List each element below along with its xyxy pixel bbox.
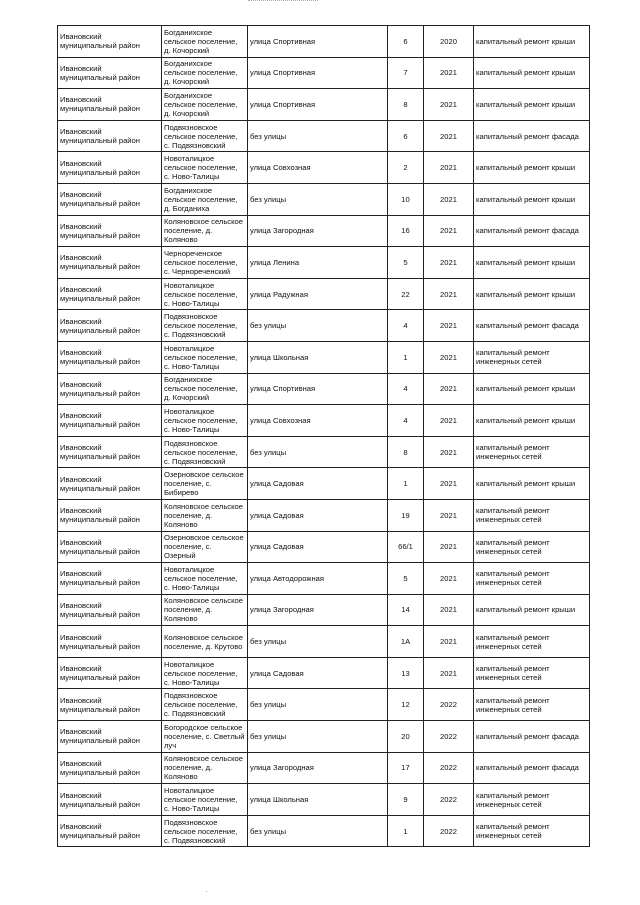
year-cell: 2021 [424, 89, 474, 121]
work-type-cell: капитальный ремонт инженерных сетей [474, 784, 590, 816]
year-cell: 2022 [424, 752, 474, 784]
table-row [58, 436, 590, 468]
table-row [58, 689, 590, 721]
district-cell: Ивановский муниципальный район [58, 310, 162, 342]
district-cell: Ивановский муниципальный район [58, 183, 162, 215]
street-cell: улица Ленина [248, 247, 388, 279]
house-number-cell: 10 [388, 183, 424, 215]
street-cell: улица Спортивная [248, 89, 388, 121]
work-type-cell: капитальный ремонт крыши [474, 152, 590, 184]
district-cell: Ивановский муниципальный район [58, 89, 162, 121]
street-cell: улица Загородная [248, 215, 388, 247]
settlement-cell: Богданихское сельское поселение, д. Кочорский [162, 26, 248, 58]
settlement-cell: Богданихское сельское поселение, д. Кочорский [162, 89, 248, 121]
settlement-cell: Новоталицкое сельское поселение, с. Ново-Талицы [162, 152, 248, 184]
table-row [58, 341, 590, 373]
table-row [58, 594, 590, 626]
street-cell: улица Школьная [248, 341, 388, 373]
street-cell: улица Спортивная [248, 26, 388, 58]
settlement-cell: Чернореченское сельское поселение, с. Чернореченский [162, 247, 248, 279]
year-cell: 2021 [424, 405, 474, 437]
year-cell: 2021 [424, 247, 474, 279]
house-number-cell: 16 [388, 215, 424, 247]
work-type-cell: капитальный ремонт фасада [474, 721, 590, 753]
house-number-cell: 12 [388, 689, 424, 721]
district-cell: Ивановский муниципальный район [58, 784, 162, 816]
settlement-cell: Подвязновское сельское поселение, с. Подвязновский [162, 310, 248, 342]
street-cell: без улицы [248, 310, 388, 342]
house-number-cell: 66/1 [388, 531, 424, 563]
house-number-cell: 9 [388, 784, 424, 816]
work-type-cell: капитальный ремонт крыши [474, 373, 590, 405]
district-cell: Ивановский муниципальный район [58, 563, 162, 595]
year-cell: 2021 [424, 310, 474, 342]
street-cell: без улицы [248, 815, 388, 847]
year-cell: 2021 [424, 215, 474, 247]
table-row [58, 183, 590, 215]
work-type-cell: капитальный ремонт инженерных сетей [474, 626, 590, 658]
table-row [58, 468, 590, 500]
year-cell: 2021 [424, 626, 474, 658]
table-row [58, 405, 590, 437]
settlement-cell: Подвязновское сельское поселение, с. Подвязновский [162, 815, 248, 847]
year-cell: 2021 [424, 278, 474, 310]
year-cell: 2021 [424, 594, 474, 626]
work-type-cell: капитальный ремонт крыши [474, 57, 590, 89]
settlement-cell: Коляновское сельское поселение, д. Коляново [162, 752, 248, 784]
district-cell: Ивановский муниципальный район [58, 594, 162, 626]
table-row [58, 373, 590, 405]
street-cell: без улицы [248, 689, 388, 721]
work-type-cell: капитальный ремонт крыши [474, 183, 590, 215]
house-number-cell: 8 [388, 436, 424, 468]
year-cell: 2021 [424, 436, 474, 468]
settlement-cell: Коляновское сельское поселение, д. Крутово [162, 626, 248, 658]
table-row [58, 784, 590, 816]
table-row [58, 563, 590, 595]
work-type-cell: капитальный ремонт инженерных сетей [474, 689, 590, 721]
house-number-cell: 7 [388, 57, 424, 89]
street-cell: улица Спортивная [248, 373, 388, 405]
district-cell: Ивановский муниципальный район [58, 468, 162, 500]
house-number-cell: 14 [388, 594, 424, 626]
scan-dot: · [205, 886, 208, 896]
year-cell: 2021 [424, 57, 474, 89]
table-row [58, 247, 590, 279]
house-number-cell: 13 [388, 657, 424, 689]
settlement-cell: Богданихское сельское поселение, д. Кочорский [162, 57, 248, 89]
settlement-cell: Новоталицкое сельское поселение, с. Ново-Талицы [162, 405, 248, 437]
street-cell: улица Загородная [248, 594, 388, 626]
house-number-cell: 22 [388, 278, 424, 310]
year-cell: 2021 [424, 468, 474, 500]
house-number-cell: 1А [388, 626, 424, 658]
district-cell: Ивановский муниципальный район [58, 815, 162, 847]
work-type-cell: капитальный ремонт фасада [474, 310, 590, 342]
street-cell: улица Садовая [248, 468, 388, 500]
street-cell: улица Школьная [248, 784, 388, 816]
house-number-cell: 1 [388, 341, 424, 373]
year-cell: 2022 [424, 784, 474, 816]
house-number-cell: 17 [388, 752, 424, 784]
work-type-cell: капитальный ремонт инженерных сетей [474, 499, 590, 531]
settlement-cell: Озерновское сельское поселение, с. Озерный [162, 531, 248, 563]
house-number-cell: 6 [388, 120, 424, 152]
table-row [58, 215, 590, 247]
settlement-cell: Новоталицкое сельское поселение, с. Ново-Талицы [162, 657, 248, 689]
settlement-cell: Подвязновское сельское поселение, с. Подвязновский [162, 436, 248, 468]
work-type-cell: капитальный ремонт инженерных сетей [474, 341, 590, 373]
table-body [58, 26, 590, 847]
street-cell: улица Садовая [248, 657, 388, 689]
table-row [58, 26, 590, 58]
district-cell: Ивановский муниципальный район [58, 657, 162, 689]
table-row [58, 531, 590, 563]
scan-artifact [248, 0, 318, 7]
table-row [58, 57, 590, 89]
year-cell: 2021 [424, 563, 474, 595]
work-type-cell: капитальный ремонт крыши [474, 468, 590, 500]
table-row [58, 278, 590, 310]
house-number-cell: 4 [388, 405, 424, 437]
work-type-cell: капитальный ремонт крыши [474, 247, 590, 279]
district-cell: Ивановский муниципальный район [58, 278, 162, 310]
district-cell: Ивановский муниципальный район [58, 689, 162, 721]
work-type-cell: капитальный ремонт инженерных сетей [474, 436, 590, 468]
street-cell: улица Спортивная [248, 57, 388, 89]
street-cell: без улицы [248, 721, 388, 753]
street-cell: улица Совхозная [248, 405, 388, 437]
street-cell: улица Загородная [248, 752, 388, 784]
work-type-cell: капитальный ремонт фасада [474, 752, 590, 784]
district-cell: Ивановский муниципальный район [58, 26, 162, 58]
table-row [58, 310, 590, 342]
settlement-cell: Озерновское сельское поселение, с. Бибирево [162, 468, 248, 500]
table-row [58, 752, 590, 784]
house-number-cell: 1 [388, 815, 424, 847]
table-row [58, 499, 590, 531]
settlement-cell: Богданихское сельское поселение, д. Кочорский [162, 373, 248, 405]
settlement-cell: Коляновское сельское поселение, д. Коляново [162, 499, 248, 531]
district-cell: Ивановский муниципальный район [58, 626, 162, 658]
district-cell: Ивановский муниципальный район [58, 373, 162, 405]
work-type-cell: капитальный ремонт инженерных сетей [474, 563, 590, 595]
year-cell: 2022 [424, 721, 474, 753]
year-cell: 2021 [424, 531, 474, 563]
house-number-cell: 5 [388, 563, 424, 595]
district-cell: Ивановский муниципальный район [58, 341, 162, 373]
district-cell: Ивановский муниципальный район [58, 120, 162, 152]
settlement-cell: Новоталицкое сельское поселение, с. Ново-Талицы [162, 563, 248, 595]
year-cell: 2022 [424, 815, 474, 847]
table-row [58, 815, 590, 847]
house-number-cell: 6 [388, 26, 424, 58]
street-cell: без улицы [248, 120, 388, 152]
work-type-cell: капитальный ремонт инженерных сетей [474, 531, 590, 563]
house-number-cell: 19 [388, 499, 424, 531]
street-cell: без улицы [248, 626, 388, 658]
work-type-cell: капитальный ремонт фасада [474, 120, 590, 152]
settlement-cell: Подвязновское сельское поселение, с. Подвязновский [162, 120, 248, 152]
street-cell: улица Совхозная [248, 152, 388, 184]
district-cell: Ивановский муниципальный район [58, 436, 162, 468]
house-number-cell: 8 [388, 89, 424, 121]
settlement-cell: Новоталицкое сельское поселение, с. Ново-Талицы [162, 341, 248, 373]
table-row [58, 657, 590, 689]
district-cell: Ивановский муниципальный район [58, 752, 162, 784]
street-cell: улица Радужная [248, 278, 388, 310]
settlement-cell: Новоталицкое сельское поселение, с. Ново-Талицы [162, 784, 248, 816]
work-type-cell: капитальный ремонт крыши [474, 405, 590, 437]
district-cell: Ивановский муниципальный район [58, 152, 162, 184]
district-cell: Ивановский муниципальный район [58, 499, 162, 531]
settlement-cell: Богданихское сельское поселение, д. Богданиха [162, 183, 248, 215]
street-cell: улица Садовая [248, 531, 388, 563]
street-cell: улица Автодорожная [248, 563, 388, 595]
work-type-cell: капитальный ремонт крыши [474, 89, 590, 121]
year-cell: 2021 [424, 152, 474, 184]
district-cell: Ивановский муниципальный район [58, 57, 162, 89]
settlement-cell: Богородское сельское поселение, с. Светлый луч [162, 721, 248, 753]
work-type-cell: капитальный ремонт инженерных сетей [474, 815, 590, 847]
year-cell: 2021 [424, 373, 474, 405]
work-type-cell: капитальный ремонт крыши [474, 26, 590, 58]
table-row [58, 120, 590, 152]
year-cell: 2021 [424, 341, 474, 373]
settlement-cell: Коляновское сельское поселение, д. Коляново [162, 594, 248, 626]
year-cell: 2021 [424, 183, 474, 215]
work-type-cell: капитальный ремонт крыши [474, 278, 590, 310]
year-cell: 2020 [424, 26, 474, 58]
work-type-cell: капитальный ремонт крыши [474, 594, 590, 626]
table-row [58, 626, 590, 658]
house-number-cell: 4 [388, 310, 424, 342]
street-cell: без улицы [248, 183, 388, 215]
year-cell: 2021 [424, 499, 474, 531]
district-cell: Ивановский муниципальный район [58, 405, 162, 437]
year-cell: 2022 [424, 689, 474, 721]
district-cell: Ивановский муниципальный район [58, 215, 162, 247]
house-number-cell: 2 [388, 152, 424, 184]
house-number-cell: 1 [388, 468, 424, 500]
work-type-cell: капитальный ремонт фасада [474, 215, 590, 247]
house-number-cell: 5 [388, 247, 424, 279]
settlement-cell: Подвязновское сельское поселение, с. Подвязновский [162, 689, 248, 721]
settlement-cell: Новоталицкое сельское поселение, с. Ново-Талицы [162, 278, 248, 310]
house-number-cell: 20 [388, 721, 424, 753]
repair-schedule-table [57, 25, 590, 847]
table-row [58, 721, 590, 753]
table-row [58, 89, 590, 121]
year-cell: 2021 [424, 120, 474, 152]
settlement-cell: Коляновское сельское поселение, д. Коляново [162, 215, 248, 247]
street-cell: улица Садовая [248, 499, 388, 531]
district-cell: Ивановский муниципальный район [58, 531, 162, 563]
table-row [58, 152, 590, 184]
street-cell: без улицы [248, 436, 388, 468]
house-number-cell: 4 [388, 373, 424, 405]
work-type-cell: капитальный ремонт инженерных сетей [474, 657, 590, 689]
district-cell: Ивановский муниципальный район [58, 247, 162, 279]
year-cell: 2021 [424, 657, 474, 689]
district-cell: Ивановский муниципальный район [58, 721, 162, 753]
